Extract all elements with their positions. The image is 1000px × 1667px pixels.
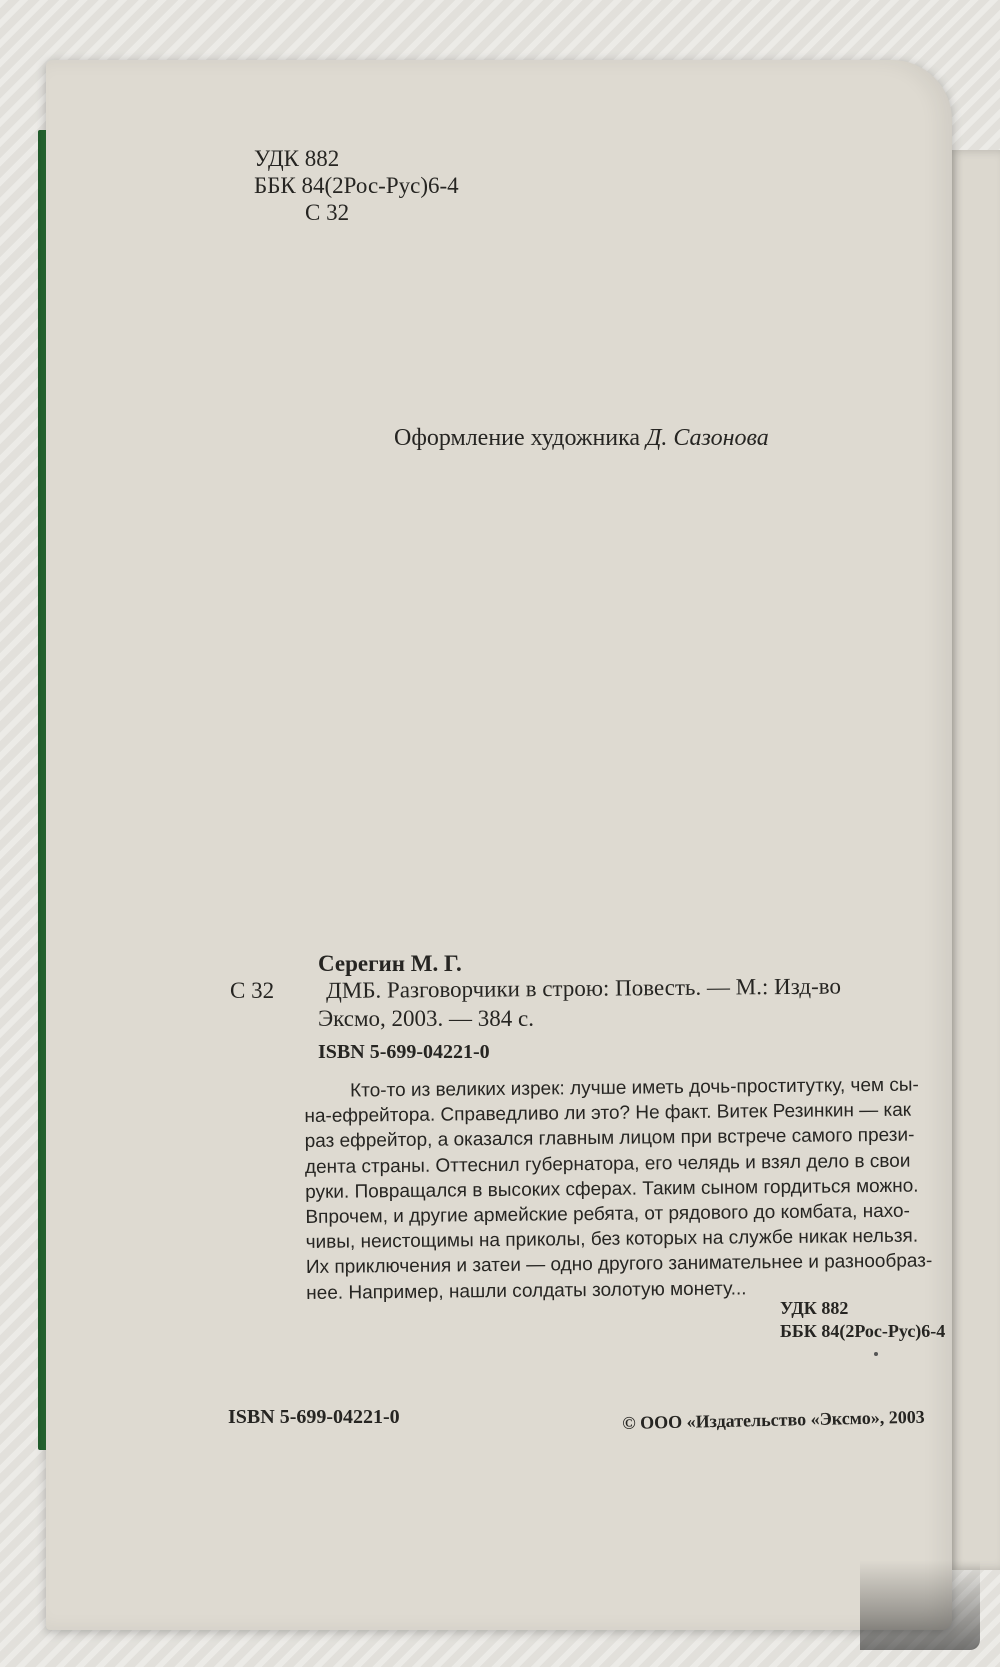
abstract-line: на-ефрейтора. Справедливо ли это? Не факт. Витек Резинкин — как <box>304 1099 912 1128</box>
design-credit <box>394 424 769 452</box>
bbk-code-bottom: ББК 84(2Рос-Рус)6-4 <box>780 1321 946 1341</box>
book-page <box>46 60 952 1630</box>
abstract-line: Кто-то из великих изрек: лучше иметь дочь-проститутку, чем сы- <box>350 1074 919 1102</box>
book-title-line-1: ДМБ. Разговорчики в строю: Повесть. — М.: Изд-во <box>326 973 842 1003</box>
author-name: Серегин М. Г. <box>318 951 462 976</box>
bbk-code-top: ББК 84(2Рос-Рус)6-4 <box>254 173 459 198</box>
printer-mark <box>874 1352 878 1356</box>
adjacent-page <box>948 150 1000 1570</box>
abstract-line: Их приключения и затеи — одно другого занимательнее и разнообраз- <box>305 1250 933 1279</box>
abstract-line: руки. Повращался в высоких сферах. Таким сыном гордиться можно. <box>305 1175 919 1203</box>
abstract-line: чивы, неистощимы на приколы, без которых на службе никак нельзя. <box>305 1225 919 1254</box>
author-mark: С 32 <box>230 978 275 1003</box>
abstract-line: дента страны. Оттеснил губернатора, его челядь и взял дело в свои <box>304 1150 911 1178</box>
isbn-imprint: ISBN 5-699-04221-0 <box>228 1406 400 1428</box>
abstract-line: нее. Например, нашли солдаты золотую монету... <box>306 1278 747 1304</box>
abstract-line: Впрочем, и другие армейские ребята, от рядового до комбата, нахо- <box>305 1200 911 1229</box>
design-credit-prefix: Оформление художника <box>394 425 641 451</box>
page-corner-shadow <box>860 1560 980 1650</box>
abstract-line: раз ефрейтор, а оказался главным лицом при встрече самого прези- <box>304 1125 915 1153</box>
udk-code-bottom: УДК 882 <box>780 1298 849 1318</box>
udk-code-top: УДК 882 <box>254 146 340 171</box>
book-abstract <box>304 1072 936 1305</box>
author-mark-top: С 32 <box>305 200 350 225</box>
copyright-notice: © ООО «Издательство «Эксмо», 2003 <box>622 1406 925 1433</box>
isbn-record: ISBN 5-699-04221-0 <box>318 1041 490 1063</box>
design-credit-artist: Д. Сазонова <box>646 425 769 451</box>
book-title-line-2: Эксмо, 2003. — 384 с. <box>318 1006 535 1031</box>
